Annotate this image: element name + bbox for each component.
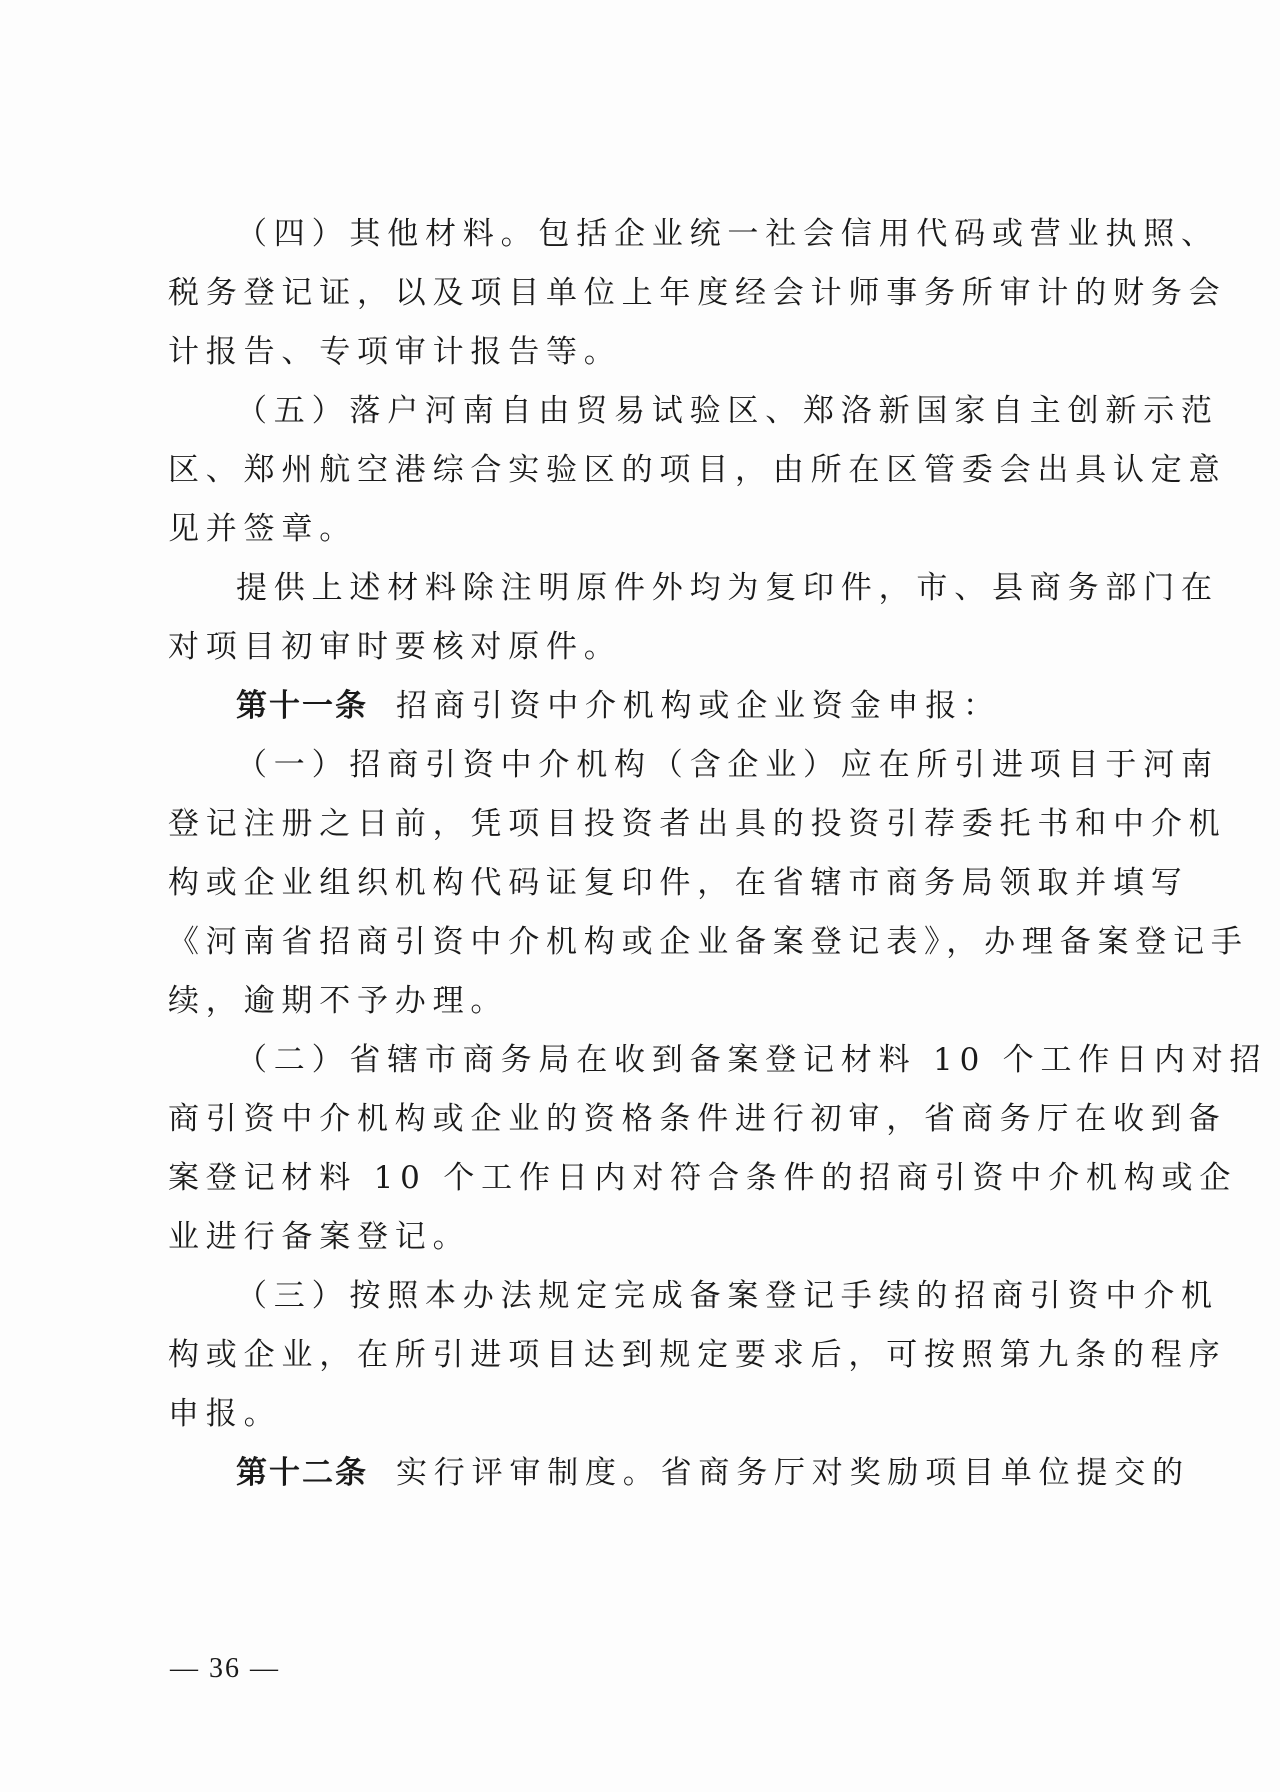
paragraph-line: （五）落户河南自由贸易试验区、郑洛新国家自主创新示范 xyxy=(236,393,1219,429)
paragraph-line: 《河南省招商引资中介机构或企业备案登记表》，办理备案登记手 xyxy=(168,924,1249,960)
paragraph-line: （四）其他材料。包括企业统一社会信用代码或营业执照、 xyxy=(236,216,1219,252)
paragraph-line: 申报。 xyxy=(168,1396,282,1432)
article-text: 实行评审制度。省商务厅对奖励项目单位提交的 xyxy=(396,1455,1190,1491)
paragraph-line: 区、郑州航空港综合实验区的项目，由所在区管委会出具认定意 xyxy=(168,452,1227,488)
paragraph-line: （三）按照本办法规定完成备案登记手续的招商引资中介机 xyxy=(236,1278,1219,1314)
paragraph-line: 提供上述材料除注明原件外均为复印件，市、县商务部门在 xyxy=(236,570,1219,606)
article-heading: 第十二条 xyxy=(236,1455,368,1491)
article-11-line xyxy=(236,686,1112,726)
article-12-line xyxy=(236,1453,1190,1493)
page-number: — 36 — xyxy=(170,1653,280,1684)
paragraph-line: 见并签章。 xyxy=(168,511,357,547)
paragraph-line: 商引资中介机构或企业的资格条件进行初审，省商务厅在收到备 xyxy=(168,1101,1227,1137)
article-text: 招商引资中介机构或企业资金申报： xyxy=(396,688,1001,724)
paragraph-line: （二）省辖市商务局在收到备案登记材料 10 个工作日内对招 xyxy=(236,1042,1268,1078)
paragraph-line: 构或企业组织机构代码证复印件，在省辖市商务局领取并填写 xyxy=(168,865,1189,901)
paragraph-line: （一）招商引资中介机构（含企业）应在所引进项目于河南 xyxy=(236,747,1219,783)
paragraph-line: 计报告、专项审计报告等。 xyxy=(168,334,622,370)
paragraph-line: 对项目初审时要核对原件。 xyxy=(168,629,622,665)
paragraph-line: 登记注册之日前，凭项目投资者出具的投资引荐委托书和中介机 xyxy=(168,806,1227,842)
paragraph-line: 业进行备案登记。 xyxy=(168,1219,471,1255)
paragraph-line: 税务登记证，以及项目单位上年度经会计师事务所审计的财务会 xyxy=(168,275,1227,311)
paragraph-line: 案登记材料 10 个工作日内对符合条件的招商引资中介机构或企 xyxy=(168,1160,1238,1196)
paragraph-line: 续，逾期不予办理。 xyxy=(168,983,509,1019)
article-heading: 第十一条 xyxy=(236,688,368,724)
paragraph-line: 构或企业，在所引进项目达到规定要求后，可按照第九条的程序 xyxy=(168,1337,1227,1373)
